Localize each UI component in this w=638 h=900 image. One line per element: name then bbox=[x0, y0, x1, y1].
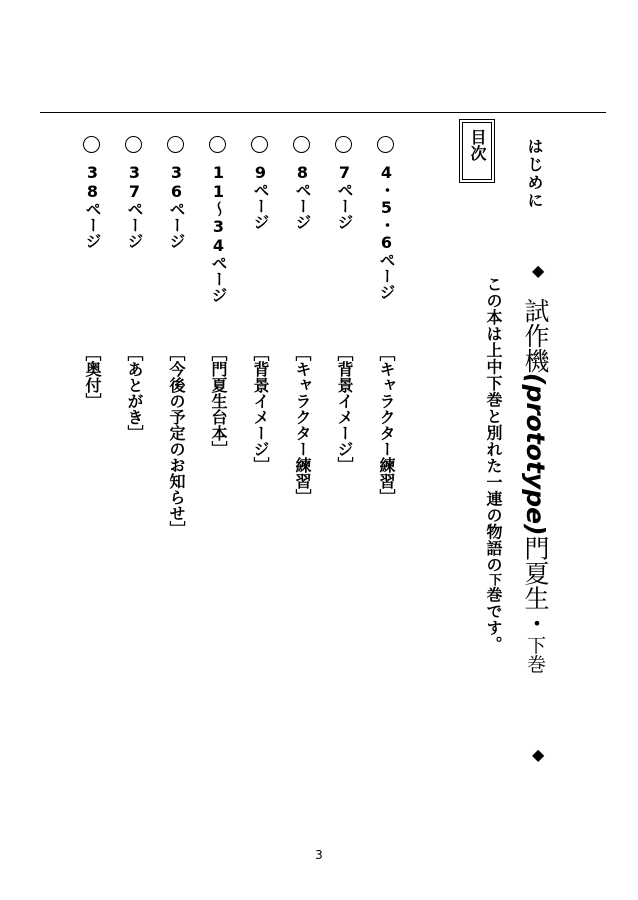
toc-item-page: 4・5・6ページ bbox=[377, 163, 396, 300]
book-title bbox=[523, 298, 548, 674]
toc-bullet-icon bbox=[167, 136, 184, 153]
toc-item-label: ［今後の予定のお知らせ］ bbox=[167, 345, 186, 537]
toc-title: 目次 bbox=[468, 129, 487, 161]
toc-item-page: 8ページ bbox=[293, 163, 312, 230]
toc-item-label: ［キャラクター練習］ bbox=[377, 345, 396, 505]
toc-item-page: 37ページ bbox=[125, 163, 144, 249]
toc-item-label: ［背景イメージ］ bbox=[251, 345, 270, 473]
diamond-top-icon: ◆ bbox=[532, 261, 545, 280]
intro-heading: はじめに bbox=[525, 138, 544, 210]
toc-item-label: ［キャラクター練習］ bbox=[293, 345, 312, 505]
toc-item-page: 38ページ bbox=[83, 163, 102, 249]
toc-bullet-icon bbox=[377, 136, 394, 153]
book-title-volume: 下巻 bbox=[524, 635, 546, 674]
book-title-latin: prototype bbox=[521, 384, 550, 525]
header-rule bbox=[40, 112, 606, 113]
diamond-bottom-icon: ◆ bbox=[532, 745, 545, 764]
toc-bullet-icon bbox=[293, 136, 310, 153]
subtitle-part2: 巻です。 bbox=[484, 586, 503, 653]
book-title-name: 門夏生・ bbox=[521, 535, 550, 636]
toc-item-page: 7ページ bbox=[335, 163, 354, 230]
toc-bullet-icon bbox=[209, 136, 226, 153]
book-title-prefix: 試作機 bbox=[521, 298, 550, 373]
book-title-close-paren: ) bbox=[521, 524, 550, 536]
toc-bullet-icon bbox=[83, 136, 100, 153]
toc-bullet-icon bbox=[335, 136, 352, 153]
toc-bullet-icon bbox=[251, 136, 268, 153]
page-number: 3 bbox=[315, 848, 323, 862]
toc-item-label: ［奥付］ bbox=[83, 345, 102, 409]
subtitle-part1: この本は上中下巻と別れた一連の物語の bbox=[484, 276, 503, 573]
toc-item-page: 36ページ bbox=[167, 163, 186, 249]
toc-item-label: ［背景イメージ］ bbox=[335, 345, 354, 473]
toc-item-label: ［あとがき］ bbox=[125, 345, 144, 441]
toc-bullet-icon bbox=[125, 136, 142, 153]
subtitle-small: 下 bbox=[486, 573, 501, 587]
toc-item-page: 9ページ bbox=[251, 163, 270, 230]
toc-item-label: ［門夏生台本］ bbox=[209, 345, 228, 457]
subtitle bbox=[485, 276, 501, 653]
toc-item-page: 11〜34ページ bbox=[209, 163, 228, 303]
book-title-open-paren: ( bbox=[521, 373, 550, 385]
